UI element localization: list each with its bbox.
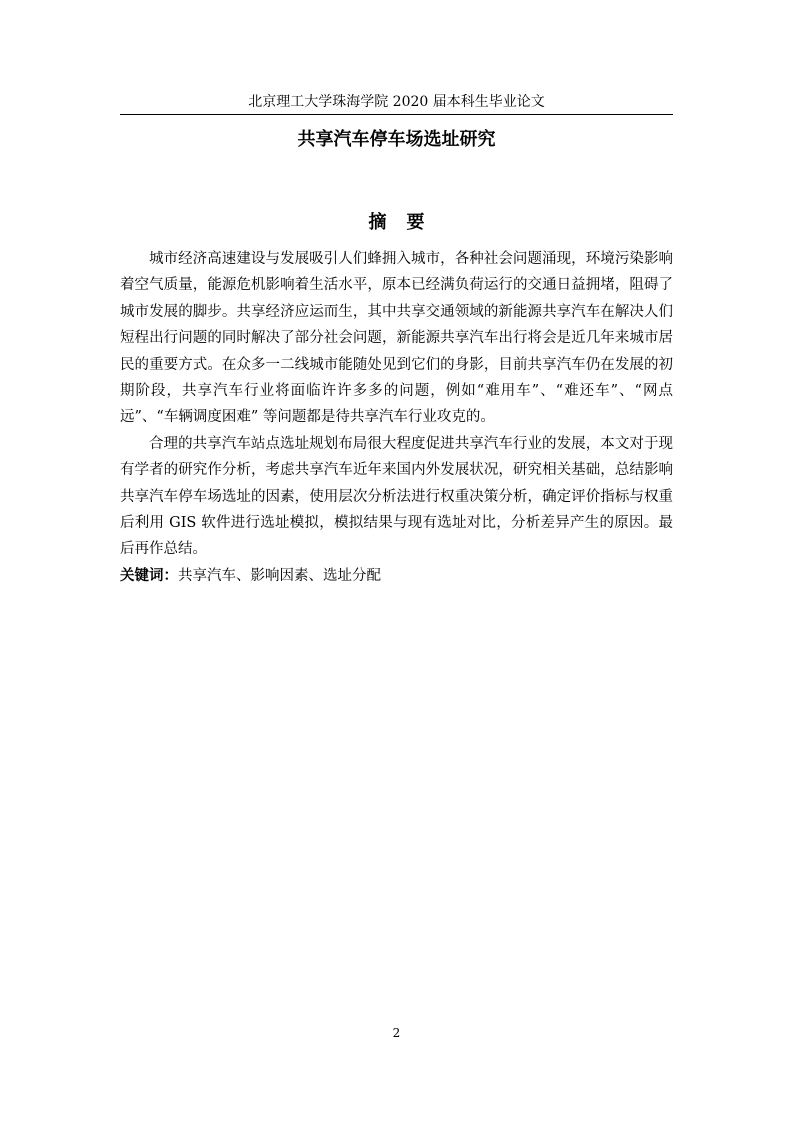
- paper-title: 共享汽车停车场选址研究: [297, 129, 496, 150]
- running-header: 北京理工大学珠海学院 2020 届本科生毕业论文: [248, 94, 545, 110]
- page-number: 2: [392, 1026, 401, 1040]
- abstract-heading: 摘要: [368, 212, 445, 233]
- header-divider: [120, 114, 673, 115]
- keywords-label: 关键词：: [120, 567, 178, 584]
- abstract-paragraph-1: 城市经济高速建设与发展吸引人们蜂拥入城市，各种社会问题涌现，环境污染影响着空气质量，能源危机影响着生活水平，原本已经满负荷运行的交通日益拥堵，阻碍了城市发展的脚步。共享经济应运而生，其中共享交通领域的新能源共享汽车在解决人们短程出行问题的同时解决了部分社会问题，新能源共享汽车出行将会是近几年来城市居民的重要方式。在众多一二线城市能随处见到它们的身影，目前共享汽车仍在发展的初期阶段，共享汽车行业将面临许许多多的问题，例如“难用车”、“难还车”、“网点远”、“车辆调度困难” 等问题都是待共享汽车行业攻克的。: [120, 251, 673, 426]
- abstract-body: [120, 246, 673, 589]
- abstract-paragraph-2: 合理的共享汽车站点选址规划布局很大程度促进共享汽车行业的发展，本文对于现有学者的研究作分析，考虑共享汽车近年来国内外发展状况，研究相关基础，总结影响共享汽车停车场选址的因素，使用层次分析法进行权重决策分析，确定评价指标与权重后利用 GIS 软件进行选址模拟，模拟结果与现有选址对比，分析差异产生的原因。最后再作总结。: [120, 435, 673, 558]
- keywords-value: 共享汽车、影响因素、选址分配: [178, 567, 381, 584]
- keywords-line: [120, 563, 673, 589]
